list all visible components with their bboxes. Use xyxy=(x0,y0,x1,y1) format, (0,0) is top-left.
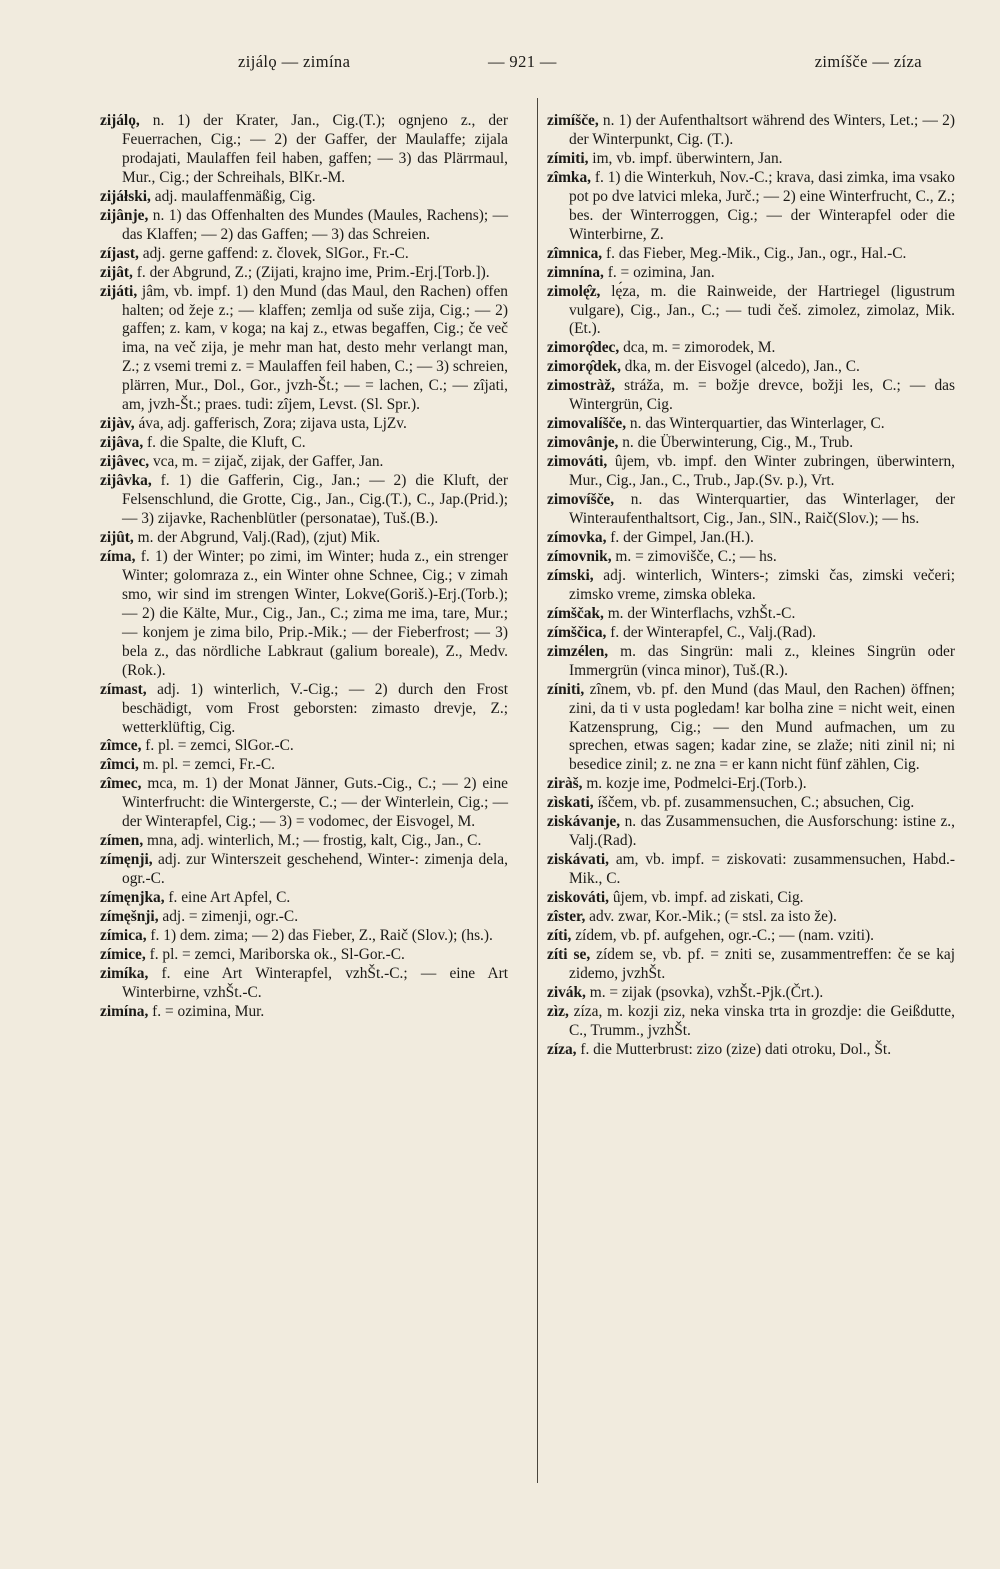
entry-headword: zîmci, xyxy=(100,756,139,774)
column-divider xyxy=(537,98,538,1483)
dictionary-entry xyxy=(547,681,955,776)
entry-definition: adj. winterlich, Winters-; zimski čas, zimski večeri; zimsko vreme, zimska obleka. xyxy=(569,566,955,603)
dictionary-entry xyxy=(100,207,508,245)
entry-headword: zímęšnji, xyxy=(100,908,159,926)
entry-headword: zijâvka, xyxy=(100,472,152,490)
header-left-guideword: zijálǫ — zimína xyxy=(238,52,351,71)
dictionary-entry xyxy=(547,851,955,889)
dictionary-entry xyxy=(547,1003,955,1041)
entry-headword: zimovânje, xyxy=(547,434,619,452)
dictionary-entry xyxy=(100,283,508,416)
entry-headword: zijâva, xyxy=(100,434,144,452)
entry-headword: ziskováti, xyxy=(547,889,609,907)
entry-definition: adj. gerne gaffend: z. človek, SlGor., Fr.-C. xyxy=(138,244,409,262)
entry-headword: zimolę̑z, xyxy=(547,282,601,300)
entry-definition: dca, m. = zimorodek, M. xyxy=(619,339,776,357)
entry-headword: zìskati, xyxy=(547,794,594,812)
entry-definition: im, vb. impf. überwintern, Jan. xyxy=(588,149,783,167)
entry-headword: zimnína, xyxy=(547,263,604,281)
entry-headword: zímice, xyxy=(100,945,146,963)
entry-headword: zíma, xyxy=(100,547,136,565)
dictionary-entry xyxy=(100,681,508,738)
page-number: — 921 — xyxy=(488,52,557,71)
entry-headword: ziràš, xyxy=(547,775,583,793)
entry-definition: íščem, vb. pf. zusammensuchen, C.; absuchen, Cig. xyxy=(593,794,915,812)
dictionary-entry xyxy=(100,245,508,264)
dictionary-entry xyxy=(547,339,955,358)
entry-definition: n. das Zusammensuchen, die Ausforschung: istine z., Valj.(Rad). xyxy=(569,813,955,850)
dictionary-entry xyxy=(100,453,508,472)
entry-headword: zimovalíšče, xyxy=(547,415,627,433)
dictionary-entry xyxy=(547,946,955,984)
dictionary-entry xyxy=(547,112,955,150)
entry-definition: f. = ozimina, Jan. xyxy=(603,263,715,281)
entry-headword: zijàv, xyxy=(100,415,135,433)
entry-headword: zîmec, xyxy=(100,775,142,793)
dictionary-entry xyxy=(547,775,955,794)
dictionary-entry xyxy=(100,264,508,283)
left-column xyxy=(100,112,508,1022)
dictionary-entry xyxy=(547,415,955,434)
entry-headword: zimíka, xyxy=(100,964,149,982)
entry-headword: ziskávanje, xyxy=(547,813,621,831)
entry-headword: zímščak, xyxy=(547,604,604,622)
entry-definition: f. 1) dem. zima; — 2) das Fieber, Z., Raič (Slov.); (hs.). xyxy=(146,926,493,944)
entry-headword: zijálǫ, xyxy=(100,112,140,129)
dictionary-entry xyxy=(547,529,955,548)
dictionary-entry xyxy=(100,472,508,529)
entry-headword: zîmnica, xyxy=(547,244,603,262)
entry-definition: am, vb. impf. = ziskovati: zusammensuchen, Habd.-Mik., C. xyxy=(569,851,955,888)
entry-definition: f. das Fieber, Meg.-Mik., Cig., Jan., ogr., Hal.-C. xyxy=(602,244,907,262)
dictionary-entry xyxy=(100,927,508,946)
entry-definition: f. = ozimina, Mur. xyxy=(148,1002,265,1020)
header-right-guideword: zimíšče — zíza xyxy=(814,52,922,71)
dictionary-entry xyxy=(100,1003,508,1022)
entry-definition: f. eine Art Apfel, C. xyxy=(164,889,291,907)
entry-definition: f. die Spalte, die Kluft, C. xyxy=(143,434,306,452)
entry-definition: f. der Winterapfel, C., Valj.(Rad). xyxy=(606,623,816,641)
entry-headword: zimíšče, xyxy=(547,112,599,129)
dictionary-entry xyxy=(100,548,508,681)
entry-definition: n. 1) das Offenhalten des Mundes (Maules, Rachens); — das Klaffen; — 2) das Gaffen; — 3) das Schreien. xyxy=(122,206,508,243)
entry-definition: n. die Überwinterung, Cig., M., Trub. xyxy=(618,434,854,452)
dictionary-entry xyxy=(547,908,955,927)
entry-definition: f. eine Art Winterapfel, vzhŠt.-C.; — eine Art Winterbirne, vzhŠt.-C. xyxy=(122,964,508,1001)
entry-definition: m. = zijak (psovka), vzhŠt.-Pjk.(Črt.). xyxy=(585,983,824,1001)
dictionary-entry xyxy=(100,415,508,434)
dictionary-entry xyxy=(547,358,955,377)
entry-definition: ûjem, vb. impf. den Winter zubringen, überwintern, Mur., Cig., Jan., C., Trub., Jap.(Sv. p.), Vrt. xyxy=(569,453,955,490)
entry-headword: zimorǫ̂dec, xyxy=(547,339,620,357)
dictionary-entry xyxy=(547,794,955,813)
entry-definition: m. das Singrün: mali z., kleines Singrün oder Immergrün (vinca minor), Tuš.(R.). xyxy=(569,642,955,679)
entry-definition: adj. maulaffenmäßig, Cig. xyxy=(150,187,316,205)
entry-definition: f. der Gimpel, Jan.(H.). xyxy=(606,528,754,546)
entry-headword: zijáti, xyxy=(100,282,138,300)
entry-headword: zímovka, xyxy=(547,528,607,546)
dictionary-entry xyxy=(547,150,955,169)
entry-definition: mna, adj. winterlich, M.; — frostig, kalt, Cig., Jan., C. xyxy=(143,832,482,850)
entry-definition: mca, m. 1) der Monat Jänner, Guts.-Cig., C.; — 2) eine Winterfrucht: die Wintergerste, C.; — der Winterlein, Cig.; — der Winterapfel, Cig.; — 3) = vodomec, der Eisvogel, M. xyxy=(122,775,508,831)
dictionary-entry xyxy=(100,946,508,965)
entry-headword: zîster, xyxy=(547,908,586,926)
entry-definition: adv. zwar, Kor.-Mik.; (= stsl. za isto že). xyxy=(585,908,837,926)
entry-headword: zimorǫ̂dek, xyxy=(547,358,621,376)
entry-headword: zimostràž, xyxy=(547,377,615,395)
dictionary-entry xyxy=(100,434,508,453)
dictionary-entry xyxy=(100,756,508,775)
dictionary-entry xyxy=(100,965,508,1003)
entry-headword: zijâvec, xyxy=(100,453,150,471)
dictionary-entry xyxy=(100,188,508,207)
dictionary-entry xyxy=(100,889,508,908)
dictionary-entry xyxy=(547,169,955,245)
entry-definition: n. 1) der Aufenthaltsort während des Winters, Let.; — 2) der Winterpunkt, Cig. (T.). xyxy=(569,112,955,148)
entry-headword: zimovíšče, xyxy=(547,491,615,509)
entry-definition: zíza, m. kozji ziz, neka vinska trta in grozdje: die Geißdutte, C., Trumm., jvzhŠt. xyxy=(568,1002,955,1039)
entry-headword: zímovnik, xyxy=(547,547,612,565)
entry-definition: adj. 1) winterlich, V.-Cig.; — 2) durch den Frost beschädigt, vom Frost geborsten: zimasto drevje, Z.; wetterklüftig, Cig. xyxy=(122,680,508,736)
dictionary-entry xyxy=(547,264,955,283)
entry-definition: áva, adj. gafferisch, Zora; zijava usta, LjZv. xyxy=(134,415,407,433)
entry-definition: n. das Winterquartier, das Winterlager, C. xyxy=(626,415,885,433)
entry-headword: zijât, xyxy=(100,263,133,281)
entry-headword: zímęnjka, xyxy=(100,889,165,907)
entry-headword: zímast, xyxy=(100,680,147,698)
entry-definition: zídem se, vb. pf. = zniti se, zusammentreffen: če se kaj zidemo, jvzhŠt. xyxy=(569,945,955,982)
entry-headword: zîmka, xyxy=(547,168,592,186)
dictionary-entry xyxy=(547,434,955,453)
entry-definition: m. = zimovišče, C.; — hs. xyxy=(611,547,777,565)
entry-definition: f. pl. = zemci, Mariborska ok., Sl-Gor.-C. xyxy=(145,945,405,963)
entry-definition: m. pl. = zemci, Fr.-C. xyxy=(138,756,275,774)
entry-definition: f. die Mutterbrust: zizo (zize) dati otroku, Dol., Št. xyxy=(576,1040,892,1058)
entry-definition: f. der Abgrund, Z.; (Zijati, krajno ime, Prim.-Erj.[Torb.]). xyxy=(132,263,490,281)
entry-definition: stráža, m. = božje drevce, božji les, C.; — das Wintergrün, Cig. xyxy=(569,377,955,414)
entry-headword: zimzélen, xyxy=(547,642,609,660)
entry-definition: adj. = zimenji, ogr.-C. xyxy=(158,908,299,926)
entry-definition: vca, m. = zijač, zijak, der Gaffer, Jan. xyxy=(149,453,384,471)
dictionary-entry xyxy=(100,529,508,548)
dictionary-entry xyxy=(547,813,955,851)
dictionary-entry xyxy=(100,737,508,756)
entry-headword: zímęnji, xyxy=(100,851,153,869)
dictionary-entry xyxy=(547,491,955,529)
entry-headword: zíti se, xyxy=(547,945,591,963)
entry-headword: zimína, xyxy=(100,1002,149,1020)
dictionary-entry xyxy=(100,112,508,188)
dictionary-entry xyxy=(547,1041,955,1060)
entry-definition: f. 1) die Winterkuh, Nov.-C.; krava, dasi zimka, ima vsako pot po dve latvici mleka, Jurč.; — 2) eine Winterfrucht, C., Z.; bes. der Winterroggen, Cig.; — der Winterapfel oder die Winterbirne, Z. xyxy=(569,168,955,243)
entry-definition: m. der Winterflachs, vzhŠt.-C. xyxy=(603,604,796,622)
entry-definition: zînem, vb. pf. den Mund (das Maul, den Rachen) öffnen; zini, da ti v usta pogledam! kar bolha zine = nicht weit, einen Katzensprung, Cig.; — den Mund aufmachen, um zu sprechen, etwas sagen; kadar zine, se zlaže; niti zinil ni; ni besedice zinil; z. ne zna = er kann nicht fünf zählen, Cig. xyxy=(569,680,955,774)
entry-headword: zímica, xyxy=(100,926,147,944)
entry-headword: zijût, xyxy=(100,528,134,546)
entry-headword: zímiti, xyxy=(547,149,589,167)
dictionary-entry xyxy=(100,832,508,851)
entry-headword: zijáłski, xyxy=(100,187,151,205)
dictionary-entry xyxy=(547,245,955,264)
dictionary-entry xyxy=(547,624,955,643)
dictionary-entry xyxy=(547,927,955,946)
entry-definition: dka, m. der Eisvogel (alcedo), Jan., C. xyxy=(620,358,860,376)
entry-definition: jâm, vb. impf. 1) den Mund (das Maul, den Rachen) offen halten; od žeje z.; — klaffen; zemlja od suše zija, Cig.; — 2) gaffen; z. kam, v koga; na kaj z., etwas begaffen, Cig.; če več ima, na več zija, je mehr man hat, desto mehr verlangt man, Z.; z vsemi tremi z. = Maulaffen feil haben, C.; — 3) schreien, plärren, Mur., Dol., Gor., jvzh-Št.; — = lachen, C.; — zîjati, am, jvzh-Št.; praes. tudi: zîjem, Levst. (Sl. Spr.). xyxy=(122,282,508,414)
entry-definition: m. kozje ime, Podmelci-Erj.(Torb.). xyxy=(582,775,807,793)
entry-headword: zìz, xyxy=(547,1002,569,1020)
entry-headword: zímščica, xyxy=(547,623,607,641)
dictionary-entry xyxy=(547,605,955,624)
dictionary-entry xyxy=(547,643,955,681)
dictionary-entry xyxy=(100,851,508,889)
entry-definition: adj. zur Winterszeit geschehend, Winter-: zimenja dela, ogr.-C. xyxy=(122,851,508,888)
entry-definition: ûjem, vb. impf. ad ziskati, Cig. xyxy=(609,889,804,907)
entry-headword: zíjast, xyxy=(100,244,139,262)
entry-headword: zijânje, xyxy=(100,206,149,224)
dictionary-entry xyxy=(547,984,955,1003)
entry-definition: zídem, vb. pf. aufgehen, ogr.-C.; — (nam. vziti). xyxy=(571,926,874,944)
dictionary-entry xyxy=(547,283,955,340)
dictionary-entry xyxy=(547,377,955,415)
dictionary-entry xyxy=(547,453,955,491)
entry-definition: n. 1) der Krater, Jan., Cig.(T.); ognjeno z., der Feuerrachen, Cig.; — 2) der Gaffer, der Maulaffe; zijala prodajati, Maulaffen feil haben, gaffen; — 3) das Plärrmaul, Mur., Cig.; der Schreihals, BlKr.-M. xyxy=(122,112,508,186)
entry-definition: f. 1) die Gafferin, Cig., Jan.; — 2) die Kluft, der Felsenschlund, die Grotte, Cig., Jan., Cig.(T.), C., Jap.(Prid.); — 3) zijavke, Rachenblütler (personatae), Tuš.(B.). xyxy=(122,472,508,528)
entry-headword: zimováti, xyxy=(547,453,608,471)
entry-headword: zímen, xyxy=(100,832,144,850)
dictionary-entry xyxy=(100,908,508,927)
entry-definition: f. 1) der Winter; po zimi, im Winter; huda z., ein strenger Winter; golomraza z., ein Winter ohne Schnee, Cig.; v zimah smo, wir sind im strengen Winter, Lokve(Goriš.)-Erj.(Torb.); — 2) die Kälte, Mur., Cig., Jan., C.; zima me ima, tare, Mur.; — konjem je zima bilo, Prip.-Mik.; — der Fieberfrost; — 3) bela z., das nördliche Labkraut (galium boreale), Z., Medv.(Rok.). xyxy=(122,547,508,679)
entry-definition: lę́za, m. die Rainweide, der Hartriegel (ligustrum vulgare), Cig., Jan., C.; — tudi češ. zimolez, zimolaz, Mik.(Et.). xyxy=(569,282,955,338)
entry-headword: zíza, xyxy=(547,1040,577,1058)
entry-definition: n. das Winterquartier, das Winterlager, der Winteraufenthaltsort, Cig., Jan., SlN., Raič(Slov.); — hs. xyxy=(569,491,955,528)
dictionary-entry xyxy=(547,548,955,567)
entry-headword: ziskávati, xyxy=(547,851,609,869)
entry-headword: zíti, xyxy=(547,926,572,944)
entry-definition: m. der Abgrund, Valj.(Rad), (zjut) Mik. xyxy=(133,528,381,546)
entry-definition: f. pl. = zemci, SlGor.-C. xyxy=(141,737,294,755)
dictionary-entry xyxy=(547,567,955,605)
right-column xyxy=(547,112,955,1060)
entry-headword: zîmce, xyxy=(100,737,142,755)
dictionary-entry xyxy=(547,889,955,908)
entry-headword: zivák, xyxy=(547,983,586,1001)
page-header xyxy=(100,52,930,78)
entry-headword: zíniti, xyxy=(547,680,585,698)
entry-headword: zímski, xyxy=(547,566,594,584)
dictionary-entry xyxy=(100,775,508,832)
